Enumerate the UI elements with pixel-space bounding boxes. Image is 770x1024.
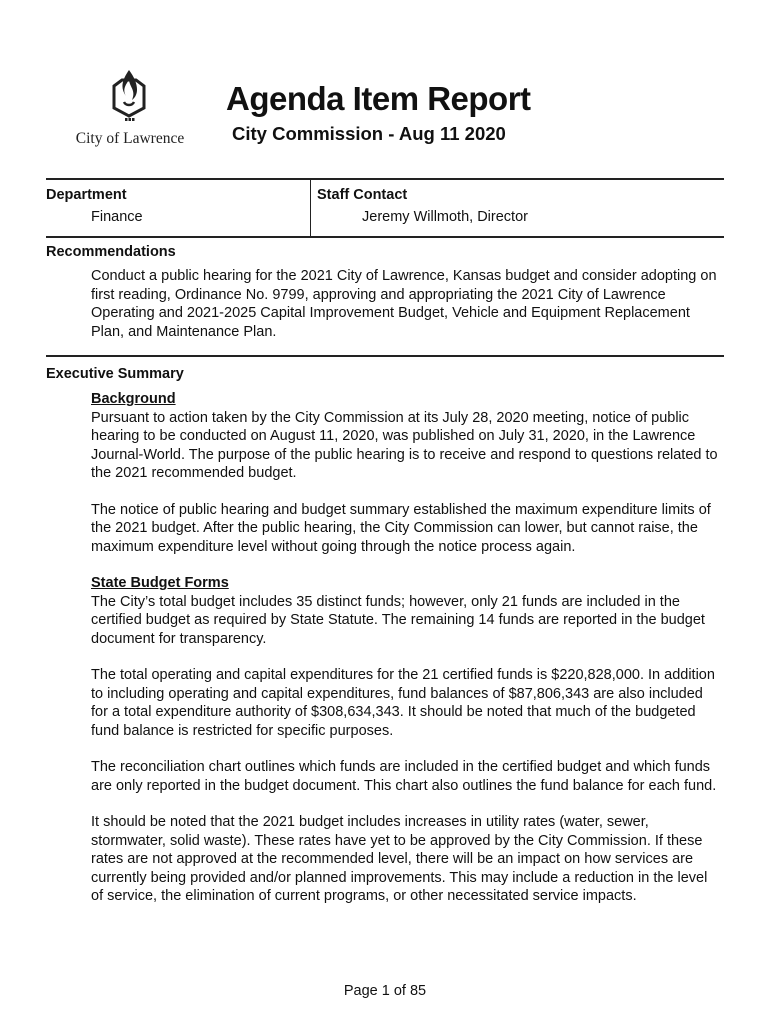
page-title: Agenda Item Report — [226, 80, 531, 117]
state-budget-forms-paragraph-1: The City’s total budget includes 35 distinct funds; however, only 21 funds are included in the certified budget as required by State Statute. The remaining 14 funds are reported in the budget document for transparency. — [91, 593, 705, 647]
state-budget-forms-paragraph-2: The total operating and capital expenditures for the 21 certified funds is $220,828,000. In addition to including operating and capital expenditures, fund balances of $87,806,343 are also included for a total expenditure authority of $308,634,343. It should be noted that much of the budgeted fund balance is restricted for specific purposes. — [91, 667, 715, 739]
state-budget-forms-paragraph-3: The reconciliation chart outlines which funds are included in the certified budget and which funds are only reported in the budget document. This chart also outlines the fund balance for each fund. — [91, 759, 717, 794]
city-logo — [72, 66, 188, 156]
executive-summary-body — [91, 390, 721, 906]
flame-torch-icon — [106, 66, 152, 126]
column-divider — [310, 179, 311, 237]
background-paragraph-2: The notice of public hearing and budget summary established the maximum expenditure limits of the 2021 budget. After the public hearing, the City Commission can lower, but cannot raise, the maximum expenditure level without going through the notice process again. — [91, 501, 711, 555]
page-subtitle: City Commission - Aug 11 2020 — [232, 123, 506, 144]
state-budget-forms-paragraph-4: It should be noted that the 2021 budget includes increases in utility rates (water, sewer, stormwater, solid waste). These rates have yet to be approved by the City Commission. If these rates are not approved at the recommended level, there will be an impact on how services are currently being provided and/or planned improvements. This may include a reduction in the level of service, the elimination of current programs, or other necessitated service impacts. — [91, 814, 708, 904]
staff-contact-value: Jeremy Willmoth, Director — [362, 209, 528, 225]
page-number: Page 1 of 85 — [343, 983, 427, 999]
background-heading: Background — [91, 391, 176, 407]
divider — [46, 178, 724, 180]
state-budget-forms-heading: State Budget Forms — [91, 575, 229, 591]
divider — [46, 355, 724, 357]
recommendations-paragraph: Conduct a public hearing for the 2021 City of Lawrence, Kansas budget and consider adopting on first reading, Ordinance No. 9799, approving and appropriating the 2021 City of Lawrence Operating and 2021-2025 Capital Improvement Budget, Vehicle and Equipment Replacement Plan, and Maintenance Plan. — [91, 268, 717, 340]
department-value: Finance — [91, 209, 143, 225]
background-paragraph-1: Pursuant to action taken by the City Commission at its July 28, 2020 meeting, notice of public hearing to be conducted on August 11, 2020, was published on July 31, 2020, in the Lawrence Journal-World. The purpose of the public hearing is to receive and respond to questions related to the 2021 recommended budget. — [91, 409, 718, 481]
department-label: Department — [46, 187, 127, 203]
executive-summary-label: Executive Summary — [46, 366, 184, 382]
staff-contact-label: Staff Contact — [317, 187, 408, 203]
recommendations-label: Recommendations — [46, 244, 176, 260]
logo-text: City of Lawrence — [75, 130, 185, 147]
divider — [46, 236, 724, 238]
recommendations-text — [91, 267, 721, 341]
